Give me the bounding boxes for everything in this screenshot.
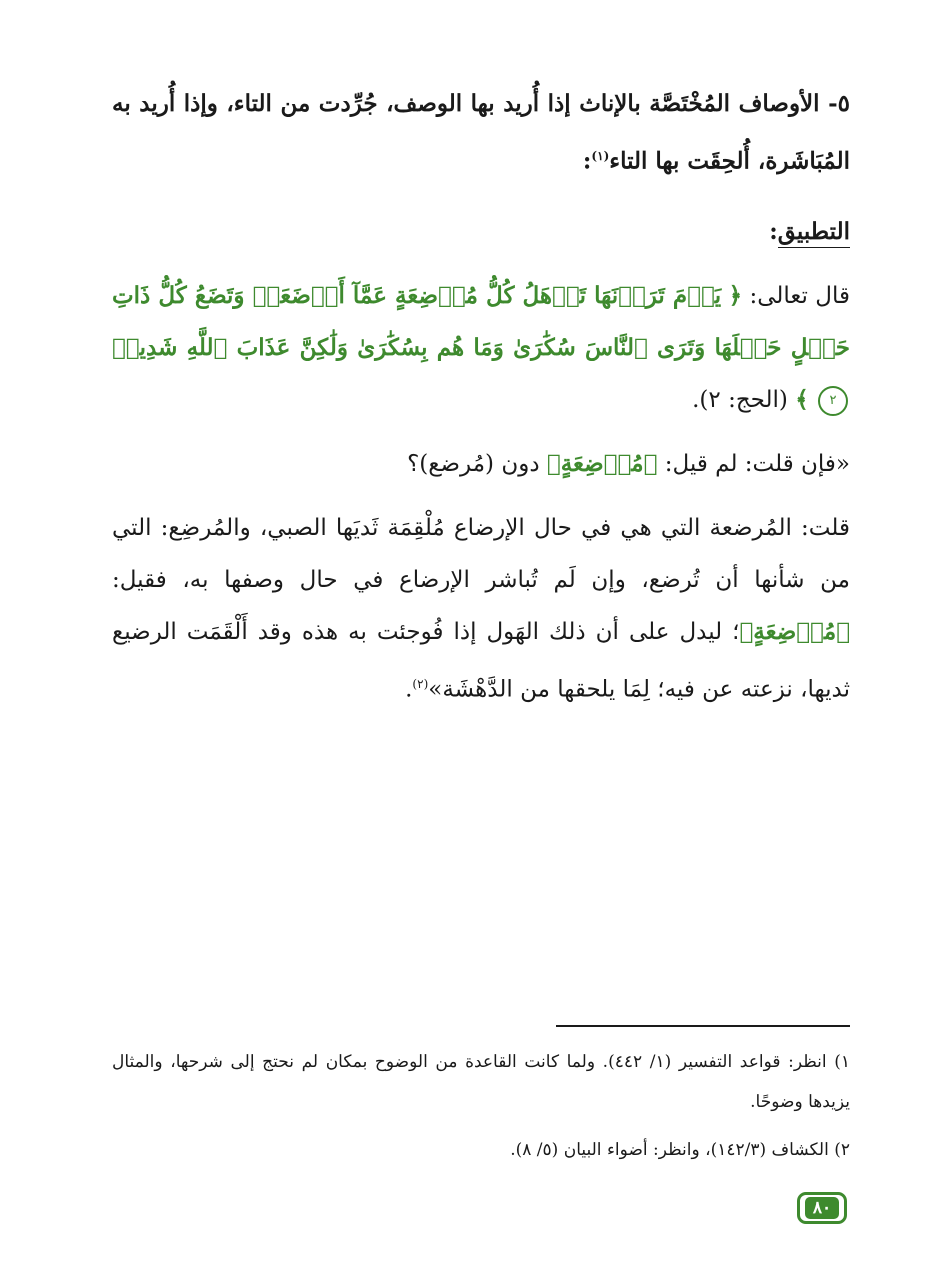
- rule-paragraph: [112, 78, 850, 188]
- answer-word: مُرۡضِعَةٍ: [753, 617, 837, 645]
- rule-number: ٥-: [828, 90, 850, 117]
- quran-close-bracket: ﴾: [795, 385, 809, 413]
- answer-part2: ؛ ليدل على أن ذلك الهَول إذا فُوجئت به هذه وقد أَلْقَمَت الرضيع ثديها، نزعته عن فيه؛ لِمَا يلحقها من الدَّهْشَة»: [112, 618, 850, 703]
- answer-close-bracket: ﴾: [739, 617, 754, 645]
- quran-reference: (الحج: ٢).: [692, 386, 788, 413]
- quran-verse: يَوۡمَ تَرَوۡنَهَا تَذۡهَلُ كُلُّ مُرۡضِعَةٍ عَمَّآ أَرۡضَعَتۡ وَتَضَعُ كُلُّ ذَاتِ حَمۡلٍ حَمۡلَهَا وَتَرَى ٱلنَّاسَ سُكَٰرَىٰ وَمَا هُم بِسُكَٰرَىٰ وَلَٰكِنَّ عَذَابَ ٱللَّهِ شَدِيدٞ: [112, 281, 850, 361]
- page-number-badge: [797, 1192, 847, 1224]
- question-close-bracket: ﴾: [546, 449, 561, 477]
- question-open-bracket: ﴿: [643, 449, 658, 477]
- application-heading-colon: :: [769, 217, 778, 245]
- answer-end: .: [405, 676, 413, 703]
- application-heading-text: التطبيق: [778, 218, 850, 248]
- footnote-1: ١) انظر: قواعد التفسير (١/ ٤٤٢). ولما كانت القاعدة من الوضوح بمكان لم نحتج إلى شرحها، والمثال يزيدها وضوحًا.: [112, 1052, 850, 1112]
- question-suffix: دون (مُرضع)؟: [407, 450, 540, 477]
- rule-text: الأوصاف المُخْتَصَّة بالإناث إذا أُريد بها الوصف، جُرِّدت من التاء، وإذا أُريد به المُبَاشَرة، أُلحِقَت بها التاء: [112, 90, 850, 175]
- application-heading: [112, 212, 850, 252]
- answer-part1: قلت: المُرضعة التي هي في حال الإرضاع مُلْقِمَة ثَديَها الصبي، والمُرضِع: التي من شأنها أن تُرضع، وإن لَم تُباشر الإرضاع في حال وصفها به، فقيل:: [112, 514, 850, 593]
- quran-open-bracket: ﴿: [728, 281, 743, 309]
- answer-paragraph: [112, 502, 850, 716]
- rule-end: :: [582, 147, 592, 175]
- footnote-ref-2[interactable]: (٢): [412, 676, 429, 691]
- question-word: مُرۡضِعَةٍ: [560, 449, 644, 477]
- footnote-ref-1[interactable]: (١): [591, 149, 610, 163]
- footnote-2: ٢) الكشاف (١٤٢/٣)، وانظر: أضواء البيان (٥/ ٨).: [510, 1140, 850, 1160]
- question-prefix: «فإن قلت: لم قيل:: [664, 450, 850, 477]
- ayah-number-icon: ٢: [818, 386, 848, 416]
- page-body: [112, 78, 850, 715]
- footnotes: [112, 1042, 850, 1178]
- page-number: ٨٠: [805, 1197, 839, 1219]
- quran-lead: قال تعالى:: [749, 282, 851, 309]
- footnote-divider: [556, 1025, 850, 1027]
- answer-open-bracket: ﴿: [836, 617, 850, 645]
- question-paragraph: [112, 438, 850, 490]
- quran-paragraph: [112, 270, 850, 426]
